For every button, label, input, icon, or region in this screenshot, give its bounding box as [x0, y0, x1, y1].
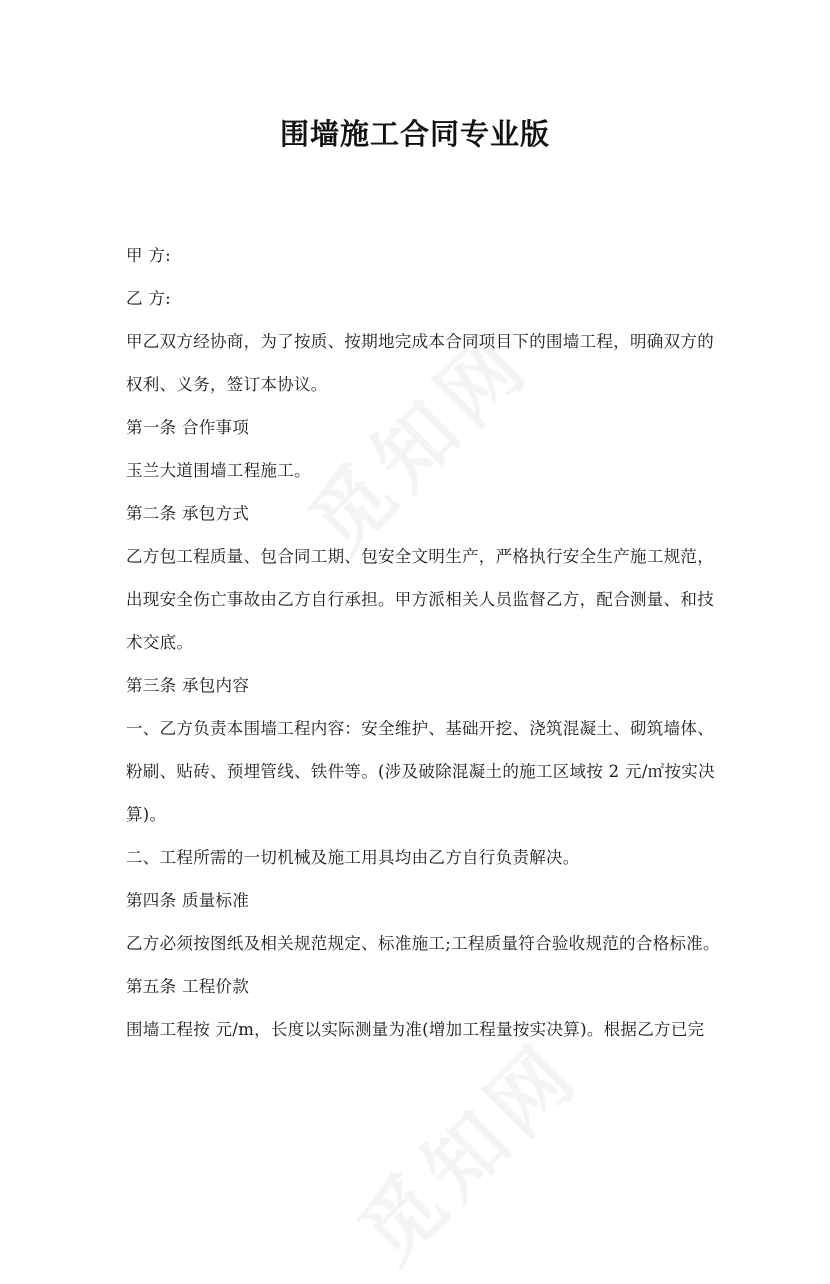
article-heading: 第四条 质量标准 [126, 891, 250, 910]
article-text: 粉刷、贴砖、预埋管线、铁件等。(涉及破除混凝土的施工区域按 2 元/㎡按实决 [126, 762, 715, 781]
article-heading: 第五条 工程价款 [126, 977, 250, 996]
article-text: 乙方必须按图纸及相关规范规定、标准施工;工程质量符合验收规范的合格标准。 [126, 934, 720, 953]
document-body [126, 238, 720, 1055]
document-title: 围墙施工合同专业版 [279, 117, 550, 151]
article-heading: 第二条 承包方式 [126, 504, 250, 523]
intro-line: 甲乙双方经协商，为了按质、按期地完成本合同项目下的围墙工程，明确双方的 [126, 332, 714, 351]
article-text: 出现安全伤亡事故由乙方自行承担。甲方派相关人员监督乙方，配合测量、和技 [126, 590, 714, 609]
article-text: 二、工程所需的一切机械及施工用具均由乙方自行负责解决。 [126, 848, 580, 867]
article-text: 玉兰大道围墙工程施工。 [126, 461, 311, 480]
party-a-line: 甲 方: [126, 246, 172, 265]
article-text: 算)。 [126, 805, 167, 824]
article-text: 围墙工程按 元/m，长度以实际测量为准(增加工程量按实决算)。根据乙方已完 [126, 1020, 705, 1039]
article-heading: 第一条 合作事项 [126, 418, 250, 437]
article-text: 术交底。 [126, 633, 194, 652]
article-text: 乙方包工程质量、包合同工期、包安全文明生产，严格执行安全生产施工规范， [126, 547, 714, 566]
party-b-line: 乙 方: [126, 289, 172, 308]
article-text: 一、乙方负责本围墙工程内容：安全维护、基础开挖、浇筑混凝土、砌筑墙体、 [126, 719, 714, 738]
intro-line: 权利、义务，签订本协议。 [126, 375, 328, 394]
article-heading: 第三条 承包内容 [126, 676, 250, 695]
